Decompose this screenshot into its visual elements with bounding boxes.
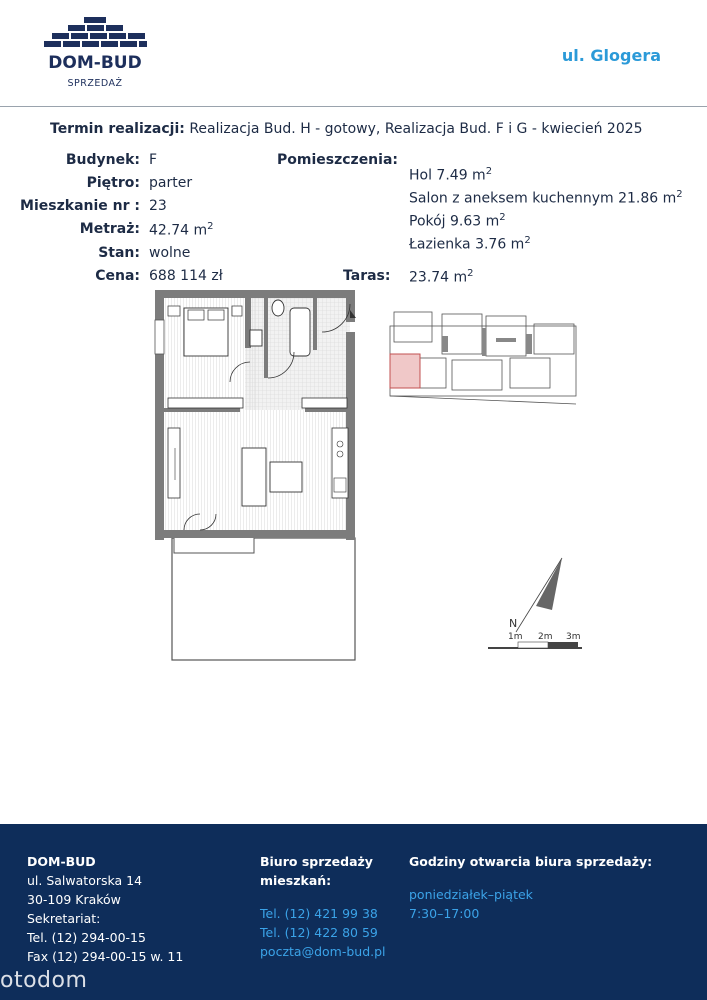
- scale-1m: 1m: [508, 632, 523, 642]
- otodom-watermark: otodom: [0, 968, 88, 993]
- term-label: Termin realizacji:: [50, 121, 185, 137]
- sales-title-2: mieszkań:: [260, 873, 332, 888]
- sales-tel-1[interactable]: Tel. (12) 421 99 38: [260, 906, 378, 921]
- dining-table: [270, 462, 302, 492]
- site-plan: [386, 308, 580, 414]
- room-hall: Hol 7.49 $m^2$: [409, 166, 493, 184]
- status-label: Stan:: [98, 245, 140, 261]
- sofa: [242, 448, 266, 506]
- footer-fax: Fax (12) 294-00-15 w. 11: [27, 949, 184, 964]
- status-value: wolne: [149, 245, 191, 261]
- floor-plan: [150, 290, 370, 670]
- logo-subtitle: SPRZEDAŻ: [67, 78, 123, 89]
- building-value: F: [149, 152, 158, 168]
- floor-value: parter: [149, 175, 193, 191]
- footer-secretariat: Sekretariat:: [27, 911, 101, 926]
- scale-3m: 3m: [566, 632, 581, 642]
- sales-title-1: Biuro sprzedaży: [260, 854, 373, 869]
- street-name: ul. Glogera: [561, 46, 661, 65]
- hours-days: poniedziałek–piątek: [409, 887, 533, 902]
- room-bedroom: Pokój 9.63 $m^2$: [409, 212, 506, 230]
- rooms-label: Pomieszczenia:: [277, 152, 398, 168]
- sink: [250, 330, 262, 346]
- header-divider: [0, 106, 707, 107]
- sales-email[interactable]: poczta@dom-bud.pl: [260, 944, 386, 959]
- apartment-value: 23: [149, 198, 167, 214]
- terrace-value: 23.74 $m^2$: [409, 268, 474, 286]
- toilet: [272, 300, 284, 316]
- room-bathroom: Łazienka 3.76 $m^2$: [409, 235, 531, 253]
- hours-time: 7:30–17:00: [409, 906, 480, 921]
- footer-tel: Tel. (12) 294-00-15: [27, 930, 146, 945]
- price-label: Cena:: [95, 268, 140, 284]
- area-label: Metraż:: [79, 221, 140, 237]
- footer: [0, 824, 707, 1000]
- north-label: N: [509, 617, 518, 630]
- floor-label: Piętro:: [86, 175, 140, 191]
- terrace: [172, 538, 355, 660]
- price-value: 688 114 zł: [149, 268, 223, 284]
- footer-address2: 30-109 Kraków: [27, 892, 121, 907]
- sales-tel-2[interactable]: Tel. (12) 422 80 59: [260, 925, 378, 940]
- footer-address1: ul. Salwatorska 14: [27, 873, 143, 888]
- kitchen-counter: [332, 428, 348, 498]
- footer-company: DOM-BUD: [27, 854, 96, 869]
- hours-title: Godziny otwarcia biura sprzedaży:: [409, 854, 653, 869]
- logo-name: DOM-BUD: [48, 53, 142, 73]
- room-living: Salon z aneksem kuchennym 21.86 $m^2$: [409, 189, 683, 207]
- completion-term: [50, 121, 643, 137]
- building-label: Budynek:: [65, 152, 140, 168]
- apartment-label: Mieszkanie nr :: [20, 198, 140, 214]
- term-value: Realizacja Bud. H - gotowy, Realizacja Bud. F i G - kwiecień 2025: [189, 121, 643, 137]
- bathtub: [290, 308, 310, 356]
- area-value: 42.74 $m^2$: [149, 221, 214, 239]
- apartment-location: [390, 354, 420, 388]
- terrace-label: Taras:: [343, 268, 391, 284]
- scale-2m: 2m: [538, 632, 553, 642]
